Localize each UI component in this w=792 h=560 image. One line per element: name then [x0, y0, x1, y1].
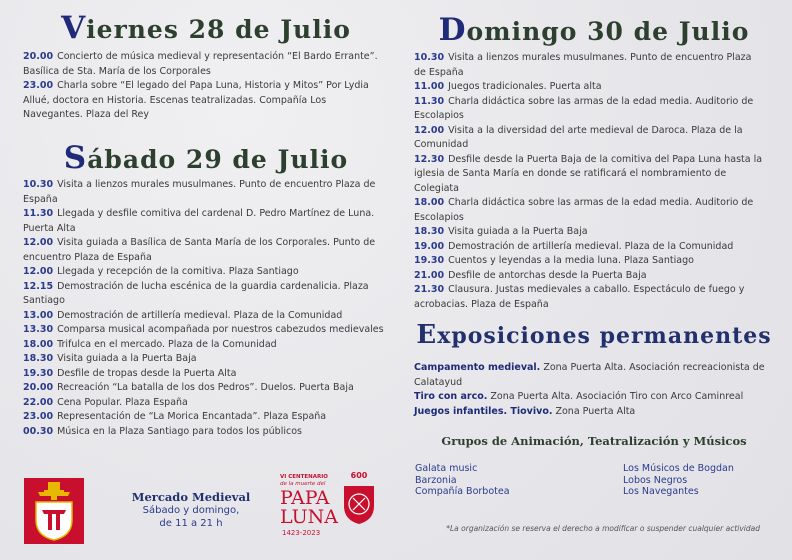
- schedule-item: [23, 352, 385, 367]
- schedule-time: 13.00: [23, 309, 54, 321]
- schedule-item: [23, 396, 385, 411]
- exhibitions-heading: [413, 320, 775, 350]
- friday-heading-rest: iernes 28 de Julio: [86, 15, 351, 44]
- exhibition-text: Zona Puerta Alta. Asociación recreacionista de Calatayud: [414, 362, 765, 388]
- darocan-shield-icon: [24, 478, 84, 544]
- schedule-text: Charla didáctica sobre las armas de la edad media. Auditorio de Escolapios: [414, 197, 754, 223]
- schedule-time: 18.30: [23, 353, 54, 364]
- schedule-time: 10.30: [23, 179, 54, 190]
- exhibitions-list: [414, 361, 766, 419]
- schedule-time: 23.00: [23, 411, 54, 422]
- schedule-time: 12.00: [23, 237, 54, 248]
- schedule-item: [23, 323, 385, 338]
- schedule-time: 19.30: [23, 367, 54, 379]
- sunday-schedule: [414, 51, 766, 312]
- logo-centenary: VI CENTENARIO: [280, 474, 328, 480]
- schedule-time: 12.00: [414, 124, 445, 136]
- schedule-item: [23, 207, 385, 236]
- market-line2: de 11 a 21 h: [159, 518, 223, 529]
- group-name: Los Navegantes: [623, 486, 699, 497]
- logo-years: 1423-2023: [282, 529, 321, 537]
- schedule-text: Llegada y desfile comitiva del cardenal D. Pedro Martínez de Luna. Puerta Alta: [23, 208, 375, 234]
- schedule-item: [414, 80, 766, 95]
- schedule-text: Concierto de música medieval y representación “El Bardo Errante”. Basílica de Sta. María de los Corporales: [23, 51, 378, 77]
- schedule-item: [414, 225, 766, 240]
- schedule-time: 18.30: [414, 226, 445, 237]
- schedule-text: Charla didáctica sobre las armas de la edad media. Auditorio de Escolapios: [414, 95, 754, 121]
- schedule-text: Demostración de artillería medieval. Plaza de la Comunidad: [57, 309, 343, 321]
- saturday-heading-rest: ábado 29 de Julio: [87, 145, 349, 174]
- logo-subtitle: de la muerte del: [280, 481, 326, 487]
- schedule-text: Demostración de artillería medieval. Plaza de la Comunidad: [448, 240, 734, 252]
- schedule-item: [414, 254, 766, 269]
- schedule-time: 00.30: [23, 425, 54, 437]
- schedule-text: Llegada y recepción de la comitiva. Plaza Santiago: [57, 266, 299, 277]
- schedule-text: Cena Popular. Plaza España: [57, 396, 188, 408]
- schedule-item: [23, 178, 385, 207]
- exhibition-item: [414, 405, 766, 420]
- schedule-time: 20.00: [23, 51, 54, 62]
- saturday-schedule: [23, 178, 385, 439]
- schedule-item: [23, 79, 385, 123]
- exhibition-text: Zona Puerta Alta: [552, 405, 636, 417]
- schedule-time: 10.30: [414, 52, 445, 63]
- schedule-item: [23, 236, 385, 265]
- schedule-text: Visita a lienzos murales musulmanes. Punto de encuentro Plaza de España: [414, 52, 752, 78]
- group-name: Barzonia: [415, 474, 457, 486]
- groups-right-list: [623, 463, 773, 498]
- market-title: Mercado Medieval: [131, 490, 251, 504]
- group-name: Galata music: [415, 463, 478, 474]
- groups-heading: Grupos de Animación, Teatralización y Músicos: [441, 434, 747, 448]
- schedule-item: [23, 50, 385, 79]
- schedule-time: 12.30: [414, 153, 445, 165]
- schedule-text: Cuentos y leyendas a la media luna. Plaza Santiago: [448, 255, 694, 266]
- saturday-heading-initial: S: [63, 140, 88, 176]
- friday-heading: [20, 10, 392, 46]
- schedule-time: 19.30: [414, 255, 445, 266]
- friday-heading-initial: V: [61, 10, 87, 46]
- schedule-text: Visita a lienzos murales musulmanes. Punto de encuentro Plaza de España: [23, 179, 376, 205]
- schedule-text: Desfile de antorchas desde la Puerta Baja: [448, 269, 647, 281]
- exhibitions-heading-initial: E: [416, 320, 438, 350]
- market-info: [130, 491, 252, 530]
- logo-papa: PAPA: [280, 487, 330, 509]
- schedule-time: 12.00: [23, 266, 54, 277]
- group-name: Compañía Borbotea: [415, 486, 510, 497]
- schedule-text: Música en la Plaza Santiago para todos los públicos: [57, 425, 302, 437]
- schedule-text: Visita guiada a la Puerta Baja: [448, 226, 588, 237]
- schedule-text: Representación de “La Morica Encantada”. Plaza España: [57, 411, 327, 422]
- schedule-item: [23, 425, 385, 440]
- exhibition-text: Zona Puerta Alta. Asociación Tiro con Arco Caminreal: [487, 391, 744, 402]
- friday-schedule: [23, 50, 385, 123]
- group-name: Lobos Negros: [623, 474, 688, 486]
- schedule-time: 12.15: [23, 280, 54, 292]
- papa-luna-logo: [280, 471, 380, 544]
- schedule-item: [23, 280, 385, 309]
- schedule-item: [414, 196, 766, 225]
- logo-badge-600: 600: [350, 471, 368, 480]
- exhibition-name: Tiro con arco.: [414, 391, 488, 402]
- schedule-item: [414, 124, 766, 153]
- schedule-time: 23.00: [23, 80, 54, 91]
- schedule-text: Visita guiada a Basílica de Santa María de los Corporales. Punto de encuentro Plaza de España: [23, 237, 376, 263]
- schedule-text: Juegos tradicionales. Puerta alta: [448, 81, 602, 92]
- schedule-item: [414, 283, 766, 312]
- schedule-text: Visita a la diversidad del arte medieval de Daroca. Plaza de la Comunidad: [414, 124, 743, 150]
- schedule-item: [23, 381, 385, 396]
- schedule-text: Demostración de lucha escénica de la guardia cardenalicia. Plaza Santiago: [23, 280, 369, 306]
- schedule-text: Visita guiada a la Puerta Baja: [57, 353, 197, 364]
- groups-left-list: [415, 463, 595, 498]
- schedule-item: [414, 51, 766, 80]
- schedule-item: [23, 367, 385, 382]
- schedule-time: 22.00: [23, 396, 54, 408]
- schedule-time: 19.00: [414, 240, 445, 252]
- market-line1: Sábado y domingo,: [142, 505, 240, 516]
- papa-luna-emblem-icon: [342, 480, 376, 526]
- schedule-item: [23, 410, 385, 425]
- schedule-text: Recreación “La batalla de los dos Pedros”. Duelos. Puerta Baja: [57, 382, 354, 393]
- sunday-heading: [413, 12, 775, 48]
- schedule-item: [414, 153, 766, 197]
- saturday-heading: [20, 140, 392, 176]
- schedule-time: 11.30: [23, 208, 54, 219]
- exhibition-item: [414, 390, 766, 405]
- logo-luna: LUNA: [280, 506, 338, 528]
- schedule-time: 13.30: [23, 324, 54, 335]
- schedule-time: 11.30: [414, 95, 445, 107]
- schedule-item: [414, 269, 766, 284]
- schedule-item: [414, 240, 766, 255]
- schedule-text: Clausura. Justas medievales a caballo. Espectáculo de fuego y acrobacias. Plaza de España: [414, 284, 745, 310]
- schedule-time: 21.30: [414, 284, 445, 295]
- exhibition-name: Campamento medieval.: [414, 362, 541, 373]
- schedule-time: 18.00: [414, 197, 445, 208]
- schedule-text: Trifulca en el mercado. Plaza de la Comunidad: [57, 338, 277, 350]
- schedule-time: 20.00: [23, 382, 54, 393]
- schedule-text: Comparsa musical acompañada por nuestros cabezudos medievales: [57, 324, 384, 335]
- group-name: Los Músicos de Bogdan: [623, 463, 734, 474]
- schedule-time: 11.00: [414, 81, 445, 92]
- sunday-heading-initial: D: [438, 12, 467, 48]
- schedule-time: 21.00: [414, 269, 445, 281]
- schedule-item: [23, 309, 385, 324]
- schedule-item: [23, 338, 385, 353]
- schedule-item: [23, 265, 385, 280]
- exhibitions-heading-rest: xposiciones permanentes: [437, 323, 772, 349]
- organization-note: *La organización se reserva el derecho a modificar o suspender cualquier actividad: [446, 524, 760, 533]
- sunday-heading-rest: omingo 30 de Julio: [466, 17, 750, 46]
- exhibition-name: Juegos infantiles. Tiovivo.: [414, 405, 553, 417]
- schedule-text: Desfile de tropas desde la Puerta Alta: [57, 367, 237, 379]
- schedule-time: 18.00: [23, 338, 54, 350]
- schedule-item: [414, 95, 766, 124]
- schedule-text: Charla sobre “El legado del Papa Luna, Historia y Mitos” Por Lydia Allué, doctora en Historia. Escenas teatralizadas. Compañía Los Navegantes. Plaza del Rey: [23, 80, 369, 120]
- exhibition-item: [414, 361, 766, 390]
- schedule-text: Desfile desde la Puerta Baja de la comitiva del Papa Luna hasta la iglesia de Santa María en donde se ratificará el nombramiento de Colegiata: [414, 153, 763, 194]
